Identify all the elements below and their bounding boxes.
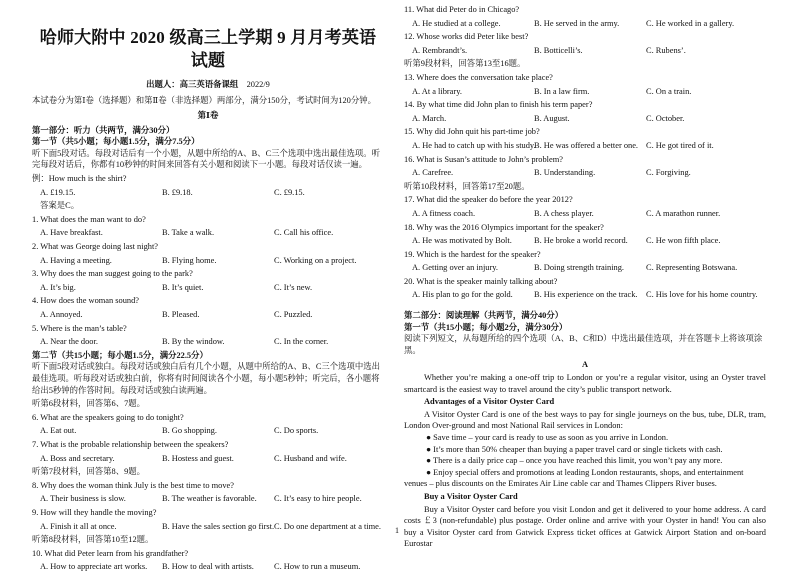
question-text: 10. What did Peter learn from his grandfather? <box>32 548 189 558</box>
page-number: 1 <box>395 526 399 535</box>
passage-subheading: Buy a Visitor Oyster Card <box>424 491 518 501</box>
example-question: 例：How much is the shirt? <box>32 174 127 184</box>
option-row <box>404 262 766 274</box>
option-b: B. £9.18. <box>162 187 193 197</box>
option-a: A. A fitness coach. <box>412 208 476 218</box>
option-a: A. Boss and secretary. <box>40 453 115 463</box>
question-block <box>32 412 384 437</box>
option-row <box>404 167 766 179</box>
option-row <box>32 309 384 321</box>
option-row <box>32 282 384 294</box>
question-block <box>32 268 384 293</box>
question-text: 17. What did the speaker do before the year 2012? <box>404 195 573 205</box>
option-c: C. Rubens’. <box>646 45 686 55</box>
option-row <box>404 140 766 152</box>
option-b: B. Botticelli’s. <box>534 45 583 55</box>
option-row <box>32 521 384 533</box>
question-block <box>404 154 766 179</box>
option-b: B. Have the sales section go first. <box>162 521 275 531</box>
option-b: B. By the window. <box>162 337 225 347</box>
question-block <box>404 72 766 97</box>
option-c: C. Husband and wife. <box>274 453 347 463</box>
option-b: B. Hostess and guest. <box>162 453 234 463</box>
question-text: 8. Why does the woman think July is the best time to move? <box>32 480 234 490</box>
question-block <box>32 323 384 348</box>
option-c: C. He worked in a gallery. <box>646 18 735 28</box>
passage-letter: A <box>581 360 589 370</box>
option-a: A. At a library. <box>412 86 462 96</box>
option-b: B. A chess player. <box>534 208 594 218</box>
option-b: B. August. <box>534 113 570 123</box>
option-c: C. His love for his home country. <box>646 290 758 300</box>
option-b: B. He served in the army. <box>534 18 620 28</box>
bullet-item: ● There is a daily price cap – once you have reached this limit, you won’t pay any more. <box>426 456 723 466</box>
question-text: 11. What did Peter do in Chicago? <box>404 5 520 14</box>
question-block <box>32 241 384 266</box>
option-row <box>32 561 384 573</box>
option-c: C. Forgiving. <box>646 168 691 178</box>
option-c: C. It’s new. <box>274 282 313 292</box>
question-text: 15. Why did John quit his part-time job? <box>404 127 540 137</box>
option-row <box>404 289 766 301</box>
section1-heading: 第一节（共5小题；每小题1.5分，满分7.5分） <box>32 137 200 147</box>
option-c: C. Do sports. <box>274 426 319 436</box>
example-options <box>32 187 384 199</box>
material-note: 听第8段材料，回答第10至12题。 <box>32 535 154 545</box>
bullet-item: ● Enjoy special offers and promotions at leading London restaurants, shops, and entertainment venues – plus discounts on the Emirates Air Line cable car and Thames Clippers River buses. <box>404 467 744 489</box>
question-block <box>32 214 384 239</box>
option-b: B. In a law firm. <box>534 86 590 96</box>
option-c: C. It’s easy to hire people. <box>274 494 362 504</box>
option-c: C. How to run a museum. <box>274 562 361 572</box>
option-a: A. Have breakfast. <box>40 228 103 238</box>
option-b: B. He was offered a better one. <box>534 140 639 150</box>
material-note: 听第9段材料，回答第13至16题。 <box>404 59 526 69</box>
bullet-item: ● It’s more than 50% cheaper than buying a paper travel card or single tickets with cash. <box>426 444 723 454</box>
material-note: 听第10段材料，回答第17至20题。 <box>404 181 530 191</box>
option-b: B. The weather is favorable. <box>162 494 257 504</box>
question-block <box>404 222 766 247</box>
compiler-line <box>32 79 384 91</box>
option-row <box>32 425 384 437</box>
option-c: C. Working on a project. <box>274 255 357 265</box>
question-text: 13. Where does the conversation take place? <box>404 72 553 82</box>
question-text: 1. What does the man want to do? <box>32 214 146 224</box>
option-a: A. Finish it all at once. <box>40 521 117 531</box>
intro-text: 本试卷分为第Ⅰ卷（选择题）和第Ⅱ卷（非选择题）两部分，满分150分，考试时间为120分钟。 <box>32 95 376 105</box>
question-block <box>404 4 766 29</box>
section2-instructions: 听下面5段对话或独白。每段对话或独白后有几个小题，从题中所给的A、B、C三个选项中选出最佳选项。听每段对话或独白前，你将有时间阅读各个小题，每小题5秒钟；听完后，各小题将给出5秒钟的作答时间。每段对话或独白读两遍。 <box>32 362 381 395</box>
option-a: A. Carefree. <box>412 168 454 178</box>
exam-date: 2022/9 <box>246 79 270 89</box>
option-c: C. He got tired of it. <box>646 140 714 150</box>
option-row <box>32 453 384 465</box>
option-b: B. Flying home. <box>162 255 217 265</box>
option-b: B. Doing strength training. <box>534 263 625 273</box>
option-b: B. How to deal with artists. <box>162 562 254 572</box>
option-row <box>404 113 766 125</box>
question-block <box>404 276 766 301</box>
right-column <box>404 2 766 550</box>
option-c: C. Representing Botswana. <box>646 263 738 273</box>
question-block <box>32 439 384 464</box>
question-text: 5. Where is the man’s table? <box>32 323 127 333</box>
passage-paragraph: Buy a Visitor Oyster card before you visit London and get it delivered to your home address. A card costs ￡3 (non-refundable) plus postage. Order online and arrive with your Oyster in hand! You can also buy a Visitor Oyster card from Gatwick Express ticket offices at Gatwick Airport Station and on-board Eurostar <box>404 504 766 549</box>
bullet-item: ● Save time – your card is ready to use as soon as you arrive in London. <box>426 433 669 442</box>
reading-instructions: 阅读下列短文，从每题所给的四个选项（A、B、C和D）中选出最佳选项，并在答题卡上将该项涂黑。 <box>404 334 763 355</box>
option-c: C. October. <box>646 113 685 123</box>
option-b: B. Go shopping. <box>162 426 217 436</box>
option-c: C. £9.15. <box>274 187 305 197</box>
question-block <box>404 194 766 219</box>
question-block <box>404 249 766 274</box>
option-b: B. Take a walk. <box>162 228 215 238</box>
option-a: A. Eat out. <box>40 426 77 436</box>
listening-heading: 第一部分：听力（共两节，满分30分） <box>32 125 175 135</box>
material-note: 听第6段材料，回答第6、7题。 <box>32 399 146 409</box>
option-c: C. Puzzled. <box>274 310 313 319</box>
option-row <box>32 255 384 267</box>
option-row <box>404 235 766 247</box>
question-text: 9. How will they handle the moving? <box>32 507 157 517</box>
option-b: B. It’s quiet. <box>162 282 204 292</box>
passage-paragraph: A Visitor Oyster Card is one of the best ways to pay for single journeys on the bus, tube, DLR, tram, London Over-ground and most National Rail services in London: <box>404 409 766 431</box>
option-a: A. He was motivated by Bolt. <box>412 236 512 246</box>
passage-subheading: Advantages of a Visitor Oyster Card <box>424 397 555 407</box>
option-a: A. Near the door. <box>40 337 98 347</box>
option-a: A. He had to catch up with his study. <box>412 140 536 150</box>
option-a: A. His plan to go for the gold. <box>412 290 513 300</box>
material-note: 听第7段材料，回答第8、9题。 <box>32 467 146 477</box>
option-row <box>404 86 766 98</box>
question-block <box>404 99 766 124</box>
question-block <box>32 548 384 573</box>
question-block <box>32 480 384 505</box>
reading-section1-heading: 第一节（共15小题；每小题2分，满分30分） <box>404 322 568 332</box>
option-a: A. It’s big. <box>40 282 76 292</box>
section1-question-list <box>32 214 384 348</box>
option-a: A. Rembrandt’s. <box>412 45 468 55</box>
exam-title: 哈师大附中 2020 级高三上学期 9 月月考英语试题 <box>39 28 377 71</box>
section2-heading: 第二节（共15小题；每小题1.5分，满分22.5分） <box>32 350 208 360</box>
option-row <box>404 208 766 220</box>
question-text: 14. By what time did John plan to finish his term paper? <box>404 100 593 110</box>
question-text: 20. What is the speaker mainly talking about? <box>404 276 558 286</box>
option-a: A. March. <box>412 113 447 123</box>
question-block <box>404 31 766 56</box>
option-a: A. Having a meeting. <box>40 255 112 265</box>
option-row <box>404 45 766 57</box>
option-c: C. Do one department at a time. <box>274 521 381 531</box>
question-text: 6. What are the speakers going to do tonight? <box>32 412 184 422</box>
section1-instructions: 听下面5段对话。每段对话后有一个小题，从题中所给的A、B、C三个选项中选出最佳选项。听完每段对话后，你都有10秒钟的时间来回答有关小题和阅读下一小题。每段对话仅读一遍。 <box>32 148 381 170</box>
question-text: 7. What is the probable relationship between the speakers? <box>32 439 229 449</box>
option-row <box>32 227 384 239</box>
question-text: 18. Why was the 2016 Olympics important for the speaker? <box>404 222 604 232</box>
option-a: A. Their business is slow. <box>40 494 126 504</box>
option-a: A. How to appreciate art works. <box>40 562 148 572</box>
question-text: 19. Which is the hardest for the speaker? <box>404 249 541 259</box>
question-block <box>32 507 384 532</box>
question-block <box>404 126 766 151</box>
question-text: 12. Whose works did Peter like best? <box>404 32 529 42</box>
option-c: C. On a train. <box>646 86 692 96</box>
option-b: B. His experience on the track. <box>534 290 638 300</box>
option-row <box>404 18 766 30</box>
option-a: A. Annoyed. <box>40 310 83 319</box>
passage-paragraph: Whether you’re making a one-off trip to London or you’re a regular visitor, using an Oyster travel smartcard is the easiest way to travel around the city’s public transport network. <box>404 373 766 394</box>
option-b: B. Pleased. <box>162 310 200 319</box>
question-text: 4. How does the woman sound? <box>32 296 139 306</box>
question-text: 2. What was George doing last night? <box>32 242 158 252</box>
question-block <box>32 295 384 320</box>
left-column <box>32 26 384 573</box>
reading-heading: 第二部分：阅读理解（共两节，满分40分） <box>404 311 564 321</box>
option-c: C. He won fifth place. <box>646 236 721 246</box>
option-row <box>32 336 384 348</box>
option-a: A. Getting over an injury. <box>412 263 498 273</box>
option-c: C. Call his office. <box>274 228 334 238</box>
compiler-label: 出题人：高三英语备课组 <box>146 79 239 89</box>
option-a: A. £19.15. <box>40 187 76 197</box>
question-text: 16. What is Susan’s attitude to John’s problem? <box>404 154 563 164</box>
option-c: C. In the corner. <box>274 337 329 347</box>
option-c: C. A marathon runner. <box>646 208 721 218</box>
example-answer: 答案是C。 <box>40 201 80 211</box>
option-b: B. Understanding. <box>534 168 596 178</box>
option-a: A. He studied at a college. <box>412 18 501 28</box>
part-one-title: 第Ⅰ卷 <box>197 111 219 121</box>
option-row <box>32 493 384 505</box>
question-text: 3. Why does the man suggest going to the park? <box>32 269 193 279</box>
option-b: B. He broke a world record. <box>534 236 628 246</box>
